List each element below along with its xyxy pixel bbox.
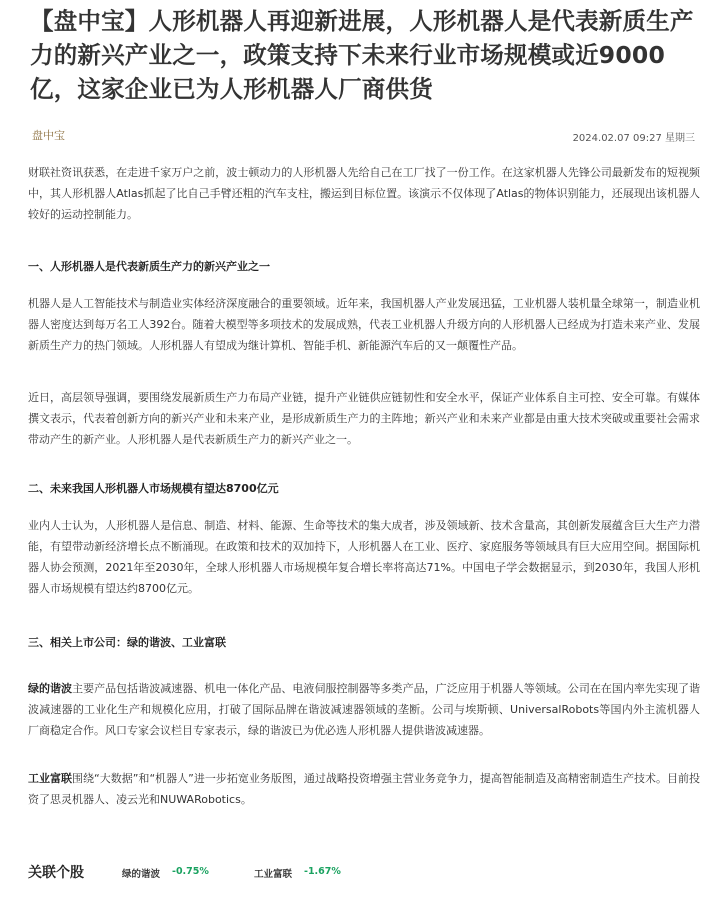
section-2-heading: 二、未来我国人形机器人市场规模有望达8700亿元 <box>28 482 279 495</box>
article-title: 【盘中宝】人形机器人再迎新进展，人形机器人是代表新质生产力的新兴产业之一，政策支持下未来行业市场规模或近9000亿，这家企业已为人形机器人厂商供货 <box>30 7 694 103</box>
section-2-paragraph-1: 业内人士认为，人形机器人是信息、制造、材料、能源、生命等技术的集大成者，涉及领域新、技术含量高，其创新发展蕴含巨大生产力潜能，有望带动新经济增长点不断涌现。在政策和技术的双加持下，人形机器人在工业、医疗、家庭服务等领域具有巨大应用空间。据国际机器人协会预测，2021年至2030年，全球人形机器人市场规模年复合增长率将高达71%。中国电子学会数据显示，到2030年，我国人形机器人市场规模有望达约8700亿元。 <box>28 519 700 595</box>
related-stock-1-change: -0.75% <box>172 866 209 877</box>
company-2-name: 工业富联 <box>28 772 73 785</box>
article-datetime: 2024.02.07 09:27 星期三 <box>572 133 695 144</box>
related-stock-1-name[interactable]: 绿的谐波 <box>122 869 161 880</box>
related-stocks-bar <box>28 858 708 888</box>
section-1-paragraph-1: 机器人是人工智能技术与制造业实体经济深度融合的重要领域。近年来，我国机器人产业发展迅猛，工业机器人装机量全球第一，制造业机器人密度达到每万名工人392台。随着大模型等多项技术的发展成熟，代表工业机器人升级方向的人形机器人已经成为打造未来产业、发展新质生产力的热门领域。人形机器人有望成为继计算机、智能手机、新能源汽车后的又一颠覆性产品。 <box>28 297 700 352</box>
company-1-name: 绿的谐波 <box>28 682 73 695</box>
company-1-paragraph <box>28 678 700 741</box>
company-1-text: 主要产品包括谐波减速器、机电一体化产品、电液伺服控制器等多类产品，广泛应用于机器人等领域。公司在在国内率先实现了谐波减速器的工业化生产和规模化应用，打破了国际品牌在谐波减速器领域的垄断。公司与埃斯顿、UniversalRobots等国内外主流机器人厂商稳定合作。风口专家会议栏目专家表示，绿的谐波已为优必选人形机器人提供谐波减速器。 <box>28 682 701 737</box>
related-stocks-title: 关联个股 <box>28 865 84 881</box>
section-3-heading: 三、相关上市公司：绿的谐波、工业富联 <box>28 636 226 649</box>
section-1-heading: 一、人形机器人是代表新质生产力的新兴产业之一 <box>28 260 270 273</box>
section-1-paragraph-2: 近日，高层领导强调，要围绕发展新质生产力布局产业链，提升产业链供应链韧性和安全水平，保证产业体系自主可控、安全可靠。有媒体撰文表示，代表着创新方向的新兴产业和未来产业，是形成新质生产力的主阵地；新兴产业和未来产业都是由重大技术突破或重要社会需求带动产生的新产业。人形机器人是代表新质生产力的新兴产业之一。 <box>28 391 700 446</box>
company-2-text: 围绕“大数据”和“机器人”进一步拓宽业务版图，通过战略投资增强主营业务竞争力，提高智能制造及高精密制造生产技术。目前投资了思灵机器人、凌云光和NUWARobotics。 <box>28 772 700 806</box>
related-stock-2-name[interactable]: 工业富联 <box>254 869 293 880</box>
article-source[interactable]: 盘中宝 <box>32 129 65 142</box>
company-2-paragraph <box>28 768 700 810</box>
intro-paragraph: 财联社资讯获悉，在走进千家万户之前，波士顿动力的人形机器人先给自己在工厂找了一份工作。在这家机器人先锋公司最新发布的短视频中，其人形机器人Atlas抓起了比自己手臂还粗的汽车支柱，搬运到目标位置。该演示不仅体现了Atlas的物体识别能力，还展现出该机器人较好的运动控制能力。 <box>28 166 700 221</box>
related-stock-2-change: -1.67% <box>304 866 341 877</box>
